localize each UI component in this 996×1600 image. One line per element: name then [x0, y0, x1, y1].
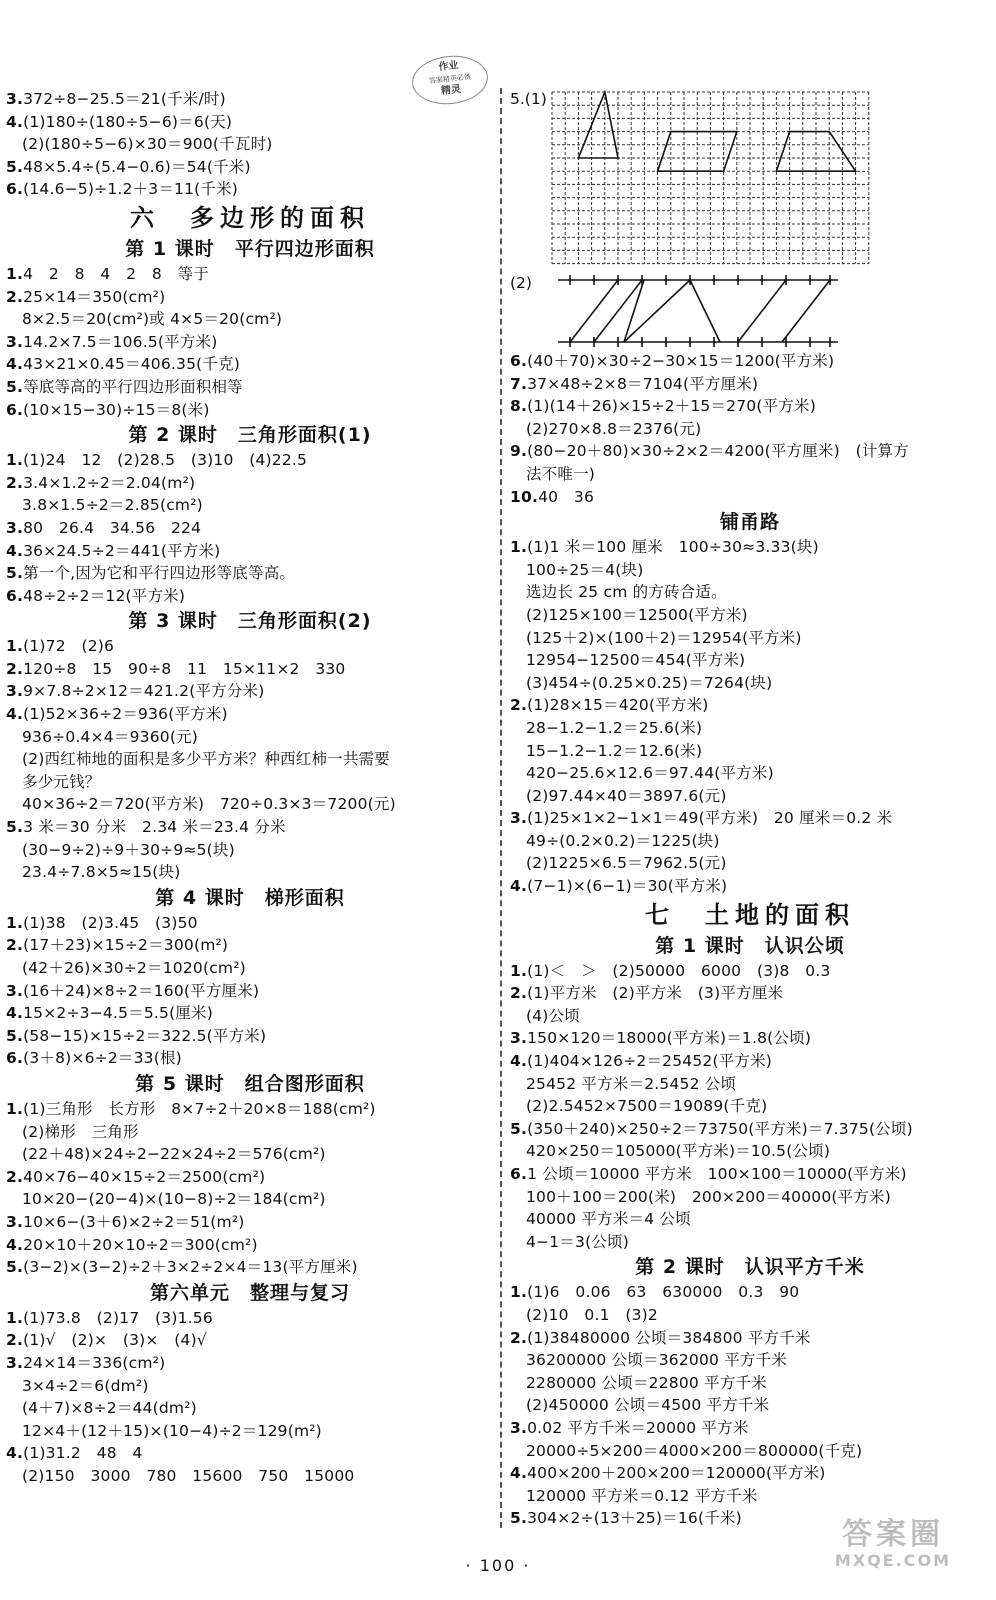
answer-line: 36200000 公顷＝362000 平方千米 [526, 1351, 788, 1370]
question-number: 7. [510, 374, 528, 393]
answer-line: (2)(180÷5−6)×30＝900(千瓦时) [22, 135, 273, 154]
question-number: 4. [510, 1464, 528, 1483]
lesson-heading: 铺甬路 [719, 511, 780, 534]
figure-label: (2) [510, 274, 532, 292]
answer-line: (2)2.5452×7500＝19089(千克) [526, 1097, 768, 1116]
column-divider [500, 88, 502, 1528]
question-number: 5. [6, 818, 24, 837]
answer-item [6, 1002, 494, 1025]
question-number: 6. [510, 1165, 528, 1183]
answer-line: (2)125×100＝12500(平方米) [526, 605, 748, 624]
answer-text: (17＋23)×15÷2＝300(m²) [23, 936, 229, 955]
question-number: 3. [510, 1029, 528, 1048]
answer-text: (1)√ (2)× (3)× (4)√ [23, 1331, 207, 1350]
answer-text: (1)72 (2)6 [23, 637, 115, 656]
answer-text: (1)28×15＝420(平方米) [527, 696, 709, 715]
grid-figure [510, 88, 990, 268]
question-number: 2. [6, 287, 24, 306]
answer-item [510, 1462, 990, 1485]
question-number: 6. [6, 400, 24, 419]
question-number: 3. [6, 518, 24, 537]
answer-text: (16＋24)×8÷2＝160(平方厘米) [23, 981, 260, 1000]
question-number: 1. [6, 1099, 24, 1118]
question-number: 4. [6, 1444, 24, 1463]
question-number: 2. [510, 984, 528, 1003]
question-number: 2. [510, 696, 528, 715]
chapter-heading: 七 土地的面积 [645, 899, 855, 929]
question-number: 2. [6, 1167, 24, 1186]
answer-text: (58−15)×15÷2＝322.5(平方米) [23, 1026, 267, 1045]
answer-line: 120000 平方米＝0.12 平方千米 [526, 1486, 758, 1505]
answer-line: 28−1.2−1.2＝25.6(米) [526, 718, 703, 737]
answer-line: 40×36÷2＝720(平方米) 720÷0.3×3＝7200(元) [22, 795, 396, 814]
lesson-heading: 第 1 课时 认识公顷 [655, 934, 845, 957]
question-number: 1. [6, 913, 24, 932]
answer-text: 10×6−(3＋6)×2÷2＝51(m²) [23, 1212, 245, 1231]
answer-item [6, 635, 494, 658]
right-column-text [510, 350, 990, 1530]
answer-line: 3×4÷2＝6(dm²) [22, 1376, 149, 1395]
answer-item [510, 350, 990, 373]
question-number: 3. [6, 682, 24, 701]
answer-text: (7−1)×(6−1)＝30(平方米) [527, 877, 728, 896]
answer-text: 48÷2÷2＝12(平方米) [23, 586, 186, 605]
question-number: 6. [510, 352, 528, 370]
answer-item [510, 982, 990, 1005]
answer-line: 12954−12500＝454(平方米) [526, 651, 746, 670]
answer-line: 3.8×1.5÷2＝2.85(cm²) [22, 496, 203, 515]
answer-text: (14.6−5)÷1.2＋3＝11(千米) [23, 180, 239, 199]
answer-line: 选边长 25 cm 的方砖合适。 [526, 583, 727, 602]
answer-item [6, 331, 494, 354]
answer-line: 936÷0.4×4＝9360(元) [22, 727, 199, 746]
lesson-heading: 第 4 课时 梯形面积 [155, 886, 345, 909]
watermark-url: MXQE.COM [834, 1551, 952, 1570]
answer-line: (2)270×8.8＝2376(元) [526, 419, 702, 438]
answer-text: 3.4×1.2÷2＝2.04(m²) [23, 473, 196, 492]
answer-line: (125＋2)×(100＋2)＝12954(平方米) [526, 628, 802, 647]
answer-line: 23.4÷7.8×5≈15(块) [22, 863, 181, 882]
answer-line: (2)西红柿地的面积是多少平方米？种西红柿一共需要 [22, 750, 390, 769]
question-number: 1. [510, 961, 528, 980]
answer-text: 120÷8 15 90÷8 11 15×11×2 330 [23, 659, 346, 678]
answer-text: 372÷8−25.5＝21(千米/时) [23, 90, 226, 108]
answer-item [510, 1417, 990, 1440]
line-figure [510, 272, 990, 350]
question-number: 4. [6, 705, 24, 724]
answer-text: 40×76−40×15÷2＝2500(cm²) [23, 1167, 266, 1186]
answer-item [6, 263, 494, 286]
question-number: 3. [6, 1212, 24, 1231]
answer-line: 49÷(0.2×0.2)＝1225(块) [526, 831, 720, 850]
answer-text: (1)6 0.06 63 630000 0.3 90 [527, 1283, 800, 1302]
answer-text: (3−2)×(3−2)÷2＋3×2÷2×4＝13(平方厘米) [23, 1258, 358, 1277]
answer-item [6, 399, 494, 422]
answer-item [6, 156, 494, 179]
answer-item [6, 1256, 494, 1279]
answer-line: (30−9÷2)÷9＋30÷9≈5(块) [22, 840, 235, 859]
answer-item [510, 1163, 990, 1186]
question-number: 4. [510, 877, 528, 896]
lesson-heading: 第 3 课时 三角形面积(2) [128, 610, 372, 633]
triangle-shape [578, 92, 618, 158]
answer-text: 48×5.4÷(5.4−0.6)＝54(千米) [23, 157, 251, 176]
answer-line: 40000 平方米＝4 公顷 [526, 1210, 691, 1229]
answer-text: (1)52×36÷2＝936(平方米) [23, 705, 228, 724]
answer-text: (1)1 米＝100 厘米 100÷30≈3.33(块) [527, 538, 819, 557]
question-number: 3. [510, 1418, 528, 1437]
answer-text: 20×10＋20×10÷2＝300(cm²) [23, 1235, 258, 1254]
answer-text: 150×120＝18000(平方米)＝1.8(公顷) [527, 1029, 812, 1048]
answer-line: (42＋26)×30÷2＝1020(cm²) [22, 959, 246, 977]
answer-item [510, 1327, 990, 1350]
question-number: 4. [6, 355, 24, 374]
question-number: 3. [6, 90, 24, 108]
answer-item [510, 486, 990, 509]
answer-text: 37×48÷2×8＝7104(平方厘米) [527, 374, 759, 393]
answer-text: (1)38480000 公顷＝384800 平方千米 [527, 1328, 811, 1347]
answer-line: 25452 平方米＝2.5452 公顷 [526, 1074, 737, 1093]
answer-item [6, 1025, 494, 1048]
answer-item [6, 816, 494, 839]
answer-item [510, 373, 990, 396]
question-number: 4. [6, 541, 24, 560]
question-number: 2. [6, 659, 24, 678]
answer-line: (2)150 3000 780 15600 750 15000 [22, 1466, 355, 1485]
answer-item [6, 703, 494, 726]
answer-text: (1)31.2 48 4 [23, 1444, 143, 1463]
answer-text: (350＋240)×250÷2＝73750(平方米)＝7.375(公顷) [527, 1119, 913, 1138]
answer-text: (1)404×126÷2＝25452(平方米) [527, 1052, 773, 1071]
answer-item [6, 178, 494, 201]
parallelogram-side [570, 280, 618, 342]
question-number: 2. [510, 1328, 528, 1347]
answer-item [6, 449, 494, 472]
lesson-heading: 第 1 课时 平行四边形面积 [125, 237, 375, 260]
answer-item [6, 1234, 494, 1257]
answer-item [510, 807, 990, 830]
question-number: 5. [510, 1119, 528, 1138]
answer-item [6, 353, 494, 376]
answer-text: 400×200＋200×200＝120000(平方米) [527, 1464, 826, 1483]
answer-item [510, 395, 990, 418]
answer-text: (1)73.8 (2)17 (3)1.56 [23, 1308, 213, 1327]
answer-line: 4−1＝3(公顷) [526, 1232, 629, 1251]
question-number: 5. [6, 157, 24, 176]
question-number: 3. [510, 809, 528, 828]
question-number: 8. [510, 397, 528, 416]
answer-text: (1)24 12 (2)28.5 (3)10 (4)22.5 [23, 451, 308, 470]
answer-line: 法不唯一) [526, 464, 596, 483]
answer-text: 3 米＝30 分米 2.34 米＝23.4 分米 [23, 818, 286, 837]
question-number: 5. [6, 564, 24, 583]
figure-label: 5.(1) [510, 90, 547, 108]
triangle-side [690, 280, 720, 342]
answer-line: 多少元钱？ [22, 772, 101, 791]
answer-item [510, 1050, 990, 1073]
question-number: 3. [6, 332, 24, 351]
answer-text: 4 2 8 4 2 8 等于 [23, 264, 210, 283]
answer-item [510, 960, 990, 983]
answer-line: (2)1225×6.5＝7962.5(元) [526, 854, 727, 873]
question-number: 2. [6, 936, 24, 955]
answer-item [6, 980, 494, 1003]
answer-text: 15×2÷3−4.5＝5.5(厘米) [23, 1004, 213, 1023]
right-column [510, 88, 990, 1530]
chapter-heading: 六 多边形的面积 [130, 202, 370, 232]
answer-line: 100＋100＝200(米) 200×200＝40000(平方米) [526, 1187, 892, 1206]
answer-item [6, 540, 494, 563]
question-number: 4. [510, 1052, 528, 1071]
answer-text: (1)(14＋26)×15÷2＋15＝270(平方米) [527, 397, 816, 416]
stamp-bottom: 精灵 [440, 83, 462, 97]
question-number: 1. [6, 451, 24, 470]
answer-item [6, 111, 494, 134]
answer-item [510, 694, 990, 717]
question-number: 1. [6, 1308, 24, 1327]
answer-text: (1)三角形 长方形 8×7÷2＋20×8＝188(cm²) [23, 1099, 376, 1118]
answer-text: 9×7.8÷2×12＝421.2(平方分米) [23, 682, 265, 701]
answer-text: (1)平方米 (2)平方米 (3)平方厘米 [527, 984, 784, 1003]
answer-item [6, 1329, 494, 1352]
question-number: 6. [6, 586, 24, 605]
answer-item [6, 680, 494, 703]
answer-text: 1 公顷＝10000 平方米 100×100＝10000(平方米) [527, 1165, 907, 1183]
answer-item [6, 88, 494, 111]
parallelogram-side [738, 280, 786, 342]
answer-text: 24×14＝336(cm²) [23, 1353, 166, 1372]
answer-item [6, 1166, 494, 1189]
answer-text: 第一个,因为它和平行四边形等底等高。 [23, 564, 296, 583]
answer-line: (2)10 0.1 (3)2 [526, 1305, 658, 1324]
answer-item [6, 1098, 494, 1121]
question-number: 5. [510, 1509, 528, 1528]
answer-text: 40 36 [538, 487, 595, 506]
answer-item [510, 1281, 990, 1304]
parallel-lines-drawing [548, 272, 848, 350]
answer-text: 14.2×7.5＝106.5(平方米) [23, 332, 218, 351]
watermark-logo [818, 1518, 968, 1572]
answer-line: (22＋48)×24÷2−22×24÷2＝576(cm²) [22, 1145, 326, 1164]
answer-line: (2)450000 公顷＝4500 平方千米 [526, 1396, 770, 1415]
answer-text: 80 26.4 34.56 224 [23, 518, 202, 537]
lesson-heading: 第 2 课时 认识平方千米 [635, 1256, 865, 1279]
answer-text: (10×15−30)÷15＝8(米) [23, 400, 210, 419]
answer-line: 420×250＝105000(平方米)＝10.5(公顷) [526, 1142, 831, 1161]
answer-text: (3＋8)×6÷2＝33(根) [23, 1049, 182, 1068]
answer-line: 10×20−(20−4)×(10−8)÷2＝184(cm²) [22, 1190, 326, 1209]
answer-item [6, 1047, 494, 1070]
answer-item [6, 517, 494, 540]
watermark-text: 答案圈 [842, 1517, 944, 1552]
page-number: · 100 · [465, 1556, 531, 1575]
answer-line: (2)97.44×40＝3897.6(元) [526, 786, 727, 805]
question-number: 1. [510, 1283, 528, 1302]
question-number: 4. [6, 1235, 24, 1254]
answer-line: 100÷25＝4(块) [526, 560, 644, 579]
answer-text: (1)38 (2)3.45 (3)50 [23, 913, 198, 932]
question-number: 5. [6, 377, 24, 396]
answer-text: (1)180÷(180÷5−6)＝6(天) [23, 112, 233, 131]
answer-item [6, 934, 494, 957]
question-number: 1. [6, 637, 24, 656]
answer-line: (4)公顷 [526, 1006, 580, 1025]
answer-text: (1)＜ ＞ (2)50000 6000 (3)8 0.3 [527, 961, 831, 980]
answer-text: 43×21×0.45＝406.35(千克) [23, 355, 241, 374]
answer-line: 20000÷5×200＝4000×200＝800000(千克) [526, 1441, 863, 1460]
question-number: 5. [6, 1258, 24, 1277]
answer-item [6, 912, 494, 935]
answer-item [6, 376, 494, 399]
answer-item [510, 440, 990, 463]
answer-line: (4＋7)×8÷2＝44(dm²) [22, 1399, 197, 1418]
question-number: 2. [6, 1331, 24, 1350]
answer-text: (80−20＋80)×30÷2×2＝4200(平方厘米) (计算方 [527, 442, 909, 461]
question-number: 5. [6, 1026, 24, 1045]
question-number: 4. [6, 1004, 24, 1023]
answer-item [510, 875, 990, 898]
answer-item [6, 1211, 494, 1234]
question-number: 2. [6, 473, 24, 492]
answer-line: 12×4＋(12＋15)×(10−4)÷2＝129(m²) [22, 1421, 322, 1440]
grid-drawing [548, 88, 878, 268]
question-number: 10. [510, 487, 539, 506]
answer-item [6, 1307, 494, 1330]
answer-line: 8×2.5＝20(cm²)或 4×5＝20(cm²) [22, 310, 283, 329]
answer-text: (1)25×1×2−1×1＝49(平方米) 20 厘米＝0.2 米 [527, 809, 893, 828]
answer-item [6, 286, 494, 309]
question-number: 6. [6, 1049, 24, 1068]
answer-item [510, 536, 990, 559]
left-column [6, 88, 494, 1487]
answer-item [6, 585, 494, 608]
answer-text: 304×2÷(13＋25)＝16(千米) [527, 1509, 742, 1528]
question-number: 3. [6, 1353, 24, 1372]
question-number: 1. [510, 538, 528, 557]
answer-item [6, 1352, 494, 1375]
answer-line: (2)梯形 三角形 [22, 1122, 139, 1141]
lesson-heading: 第 2 课时 三角形面积(1) [128, 424, 372, 447]
answer-item [6, 472, 494, 495]
stamp-middle: 答案精英必备 [428, 72, 472, 86]
answer-text: 等底等高的平行四边形面积相等 [23, 377, 243, 396]
answer-line: 2280000 公顷＝22800 平方千米 [526, 1373, 767, 1392]
answer-line: (3)454÷(0.25×0.25)＝7264(块) [526, 673, 773, 692]
question-number: 9. [510, 442, 528, 461]
answer-item [510, 1027, 990, 1050]
answer-item [6, 1442, 494, 1465]
answer-item [6, 562, 494, 585]
answer-item [6, 658, 494, 681]
answer-item [510, 1118, 990, 1141]
answer-text: (40＋70)×30÷2−30×15＝1200(平方米) [527, 352, 835, 370]
question-number: 6. [6, 180, 24, 199]
answer-text: 0.02 平方千米＝20000 平方米 [527, 1418, 749, 1437]
answer-text: 25×14＝350(cm²) [23, 287, 166, 306]
answer-line: 15−1.2−1.2＝12.6(米) [526, 741, 703, 760]
question-number: 3. [6, 981, 24, 1000]
lesson-heading: 第六单元 整理与复习 [149, 1281, 350, 1304]
parallelogram-side [782, 280, 830, 342]
answer-text: 36×24.5÷2＝441(平方米) [23, 541, 221, 560]
question-number: 4. [6, 112, 24, 131]
answer-line: 420−25.6×12.6＝97.44(平方米) [526, 764, 774, 783]
question-number: 1. [6, 264, 24, 283]
stamp-top: 作业 [438, 60, 460, 74]
lesson-heading: 第 5 课时 组合图形面积 [135, 1072, 365, 1095]
